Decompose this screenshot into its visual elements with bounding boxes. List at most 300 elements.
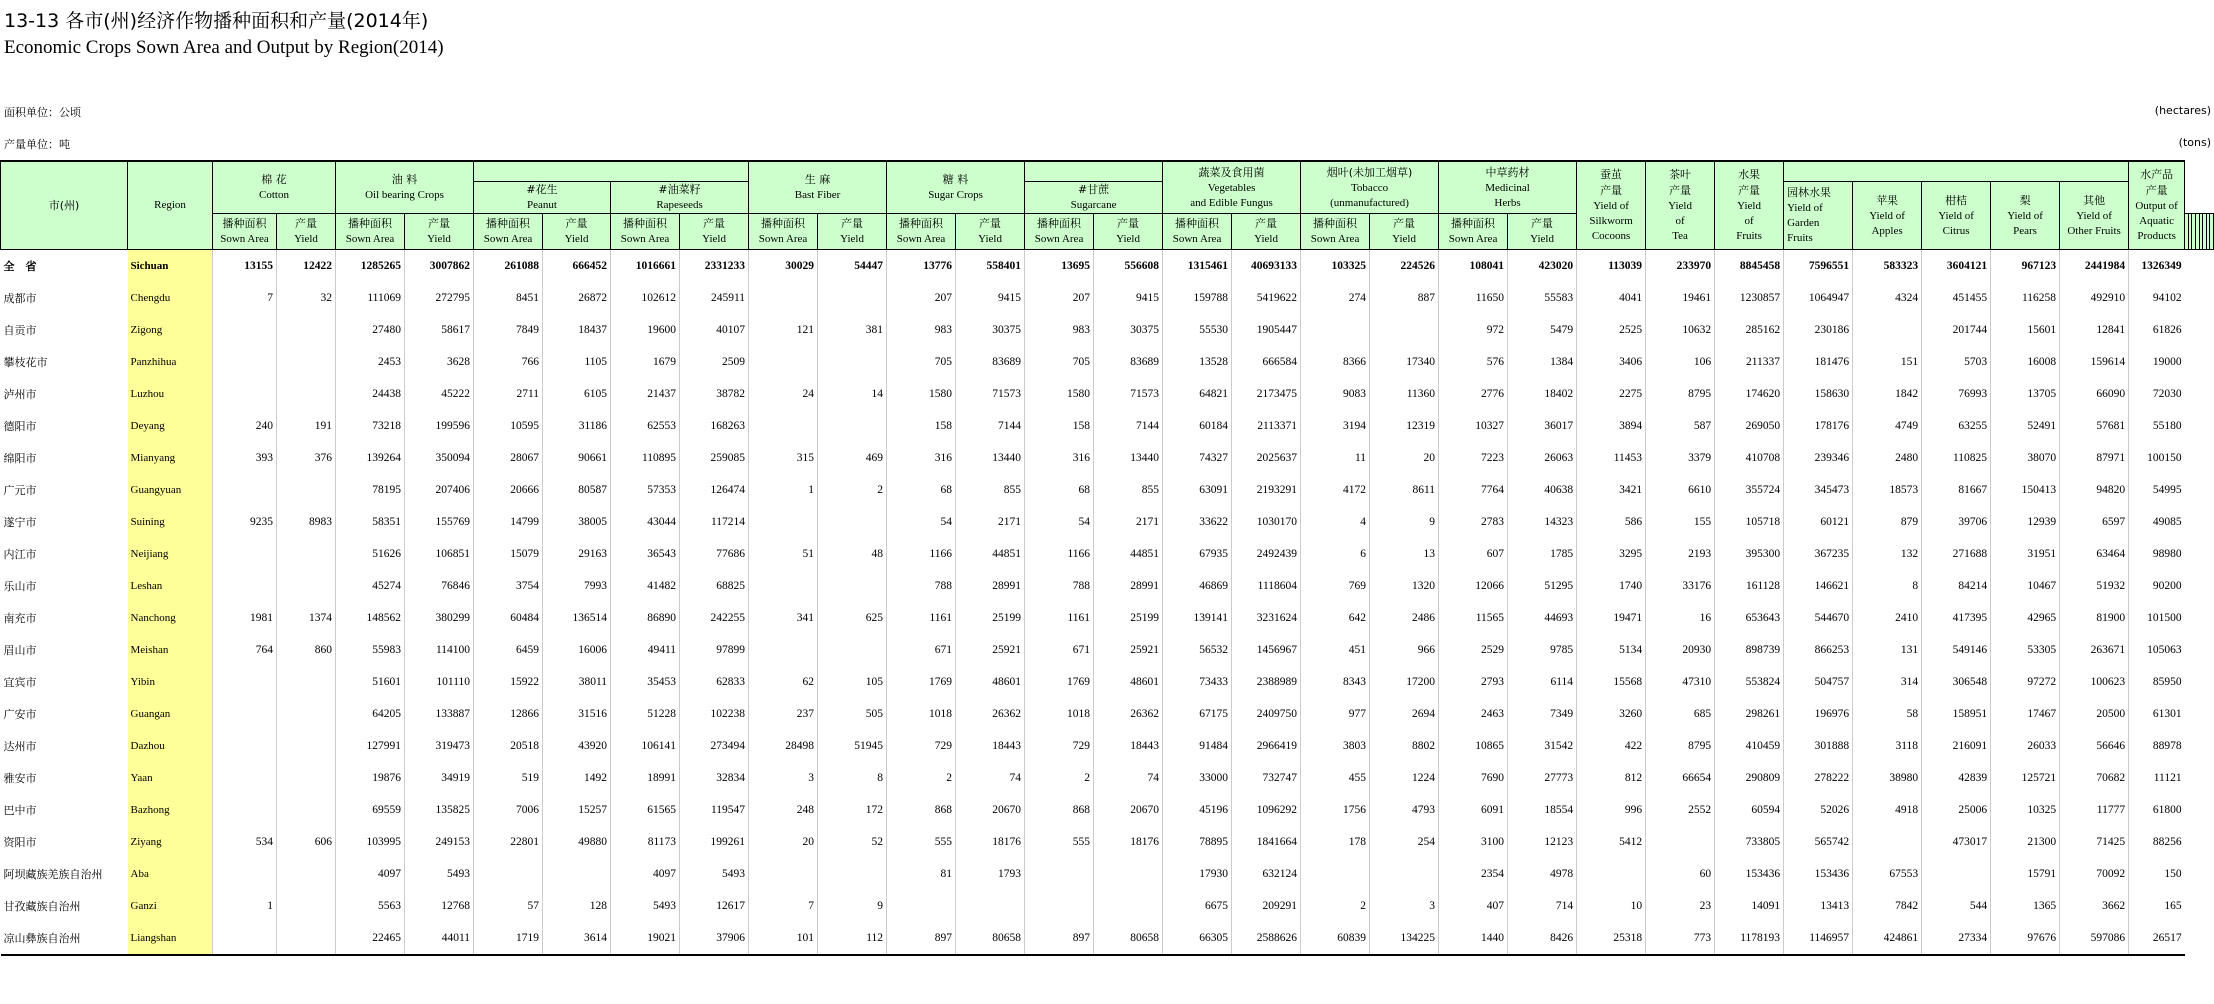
value-cell: 40693133 <box>1232 250 1301 283</box>
value-cell: 68825 <box>680 570 749 602</box>
value-cell: 37906 <box>680 922 749 955</box>
city-name-cell: 甘孜藏族自治州 <box>3 900 81 913</box>
value-cell: 51945 <box>818 730 887 762</box>
value-cell: 3628 <box>405 346 474 378</box>
value-cell: 19461 <box>1646 282 1715 314</box>
value-cell: 100150 <box>2129 442 2185 474</box>
city-name-cell: 达州市 <box>3 740 37 753</box>
value-cell: 2525 <box>1577 314 1646 346</box>
value-cell <box>213 346 277 378</box>
value-cell: 2 <box>1025 762 1094 794</box>
value-cell: 1905447 <box>1232 314 1301 346</box>
subheader-sown-area: 播种面积 Sown Area <box>1025 214 1094 250</box>
value-cell: 8366 <box>1301 346 1370 378</box>
value-cell: 20670 <box>1094 794 1163 826</box>
table-row <box>1 890 2214 922</box>
value-cell: 249153 <box>405 826 474 858</box>
value-cell: 395300 <box>1715 538 1784 570</box>
value-cell: 1166 <box>1025 538 1094 570</box>
value-cell: 2529 <box>1439 634 1508 666</box>
value-cell: 60 <box>1646 858 1715 890</box>
value-cell: 259085 <box>680 442 749 474</box>
value-cell: 451455 <box>1922 282 1991 314</box>
value-cell: 7764 <box>1439 474 1508 506</box>
value-cell: 788 <box>887 570 956 602</box>
value-cell: 868 <box>1025 794 1094 826</box>
region-name-cell: Yibin <box>128 666 213 698</box>
value-cell: 41482 <box>611 570 680 602</box>
subheader-sown-area <box>2199 214 2203 250</box>
value-cell: 13705 <box>1991 378 2060 410</box>
value-cell: 105718 <box>1715 506 1784 538</box>
value-cell: 80587 <box>543 474 611 506</box>
value-cell: 161128 <box>1715 570 1784 602</box>
value-cell: 18573 <box>1853 474 1922 506</box>
value-cell: 207 <box>1025 282 1094 314</box>
value-cell <box>474 858 543 890</box>
value-cell: 36543 <box>611 538 680 570</box>
value-cell: 64205 <box>336 698 405 730</box>
value-cell: 11121 <box>2129 762 2185 794</box>
value-cell: 42839 <box>1922 762 1991 794</box>
value-cell: 315 <box>749 442 818 474</box>
value-cell: 1793 <box>956 858 1025 890</box>
value-cell: 6610 <box>1646 474 1715 506</box>
value-cell: 8 <box>1853 570 1922 602</box>
table-row <box>1 474 2214 506</box>
value-cell: 209291 <box>1232 890 1301 922</box>
value-cell: 972 <box>1439 314 1508 346</box>
value-cell: 8983 <box>277 506 336 538</box>
value-cell: 62 <box>749 666 818 698</box>
value-cell: 25006 <box>1922 794 1991 826</box>
value-cell: 63255 <box>1922 410 1991 442</box>
city-name-cell: 遂宁市 <box>3 516 37 529</box>
city-name-cell: 乐山市 <box>3 580 37 593</box>
value-cell: 56646 <box>2060 730 2129 762</box>
value-cell: 3754 <box>474 570 543 602</box>
value-cell: 1230857 <box>1715 282 1784 314</box>
value-cell: 83689 <box>1094 346 1163 378</box>
value-cell: 207406 <box>405 474 474 506</box>
value-cell: 242255 <box>680 602 749 634</box>
value-cell: 62833 <box>680 666 749 698</box>
value-cell: 2025637 <box>1232 442 1301 474</box>
city-name-cell: 凉山彝族自治州 <box>1 922 128 955</box>
value-cell: 136514 <box>543 602 611 634</box>
value-cell: 237 <box>749 698 818 730</box>
value-cell: 376 <box>277 442 336 474</box>
value-cell: 3 <box>1370 890 1439 922</box>
value-cell: 35453 <box>611 666 680 698</box>
city-name-cell: 绵阳市 <box>3 452 37 465</box>
city-name-cell: 广元市 <box>3 484 37 497</box>
value-cell: 239346 <box>1784 442 1853 474</box>
value-cell <box>277 570 336 602</box>
value-cell: 4749 <box>1853 410 1922 442</box>
value-cell: 22465 <box>336 922 405 955</box>
value-cell: 172 <box>818 794 887 826</box>
value-cell: 1016661 <box>611 250 680 283</box>
value-cell: 78895 <box>1163 826 1232 858</box>
city-name-cell: 资阳市 <box>3 836 37 849</box>
value-cell: 11777 <box>2060 794 2129 826</box>
value-cell: 248 <box>749 794 818 826</box>
value-cell <box>277 794 336 826</box>
city-name-cell: 阿坝藏族羌族自治州 <box>3 868 103 881</box>
value-cell: 553824 <box>1715 666 1784 698</box>
value-cell: 31542 <box>1508 730 1577 762</box>
value-cell <box>213 794 277 826</box>
value-cell: 16 <box>1646 602 1715 634</box>
value-cell <box>1646 826 1715 858</box>
value-cell <box>1301 314 1370 346</box>
value-cell: 103325 <box>1301 250 1370 283</box>
table-row <box>1 730 2214 762</box>
value-cell: 15791 <box>1991 858 2060 890</box>
value-cell: 1178193 <box>1715 922 1784 955</box>
table-row <box>1 282 2214 314</box>
value-cell: 101 <box>749 922 818 955</box>
value-cell: 30375 <box>956 314 1025 346</box>
header-tobacco: 烟叶(未加工烟草) Tobacco (unmanufactured) <box>1301 161 1439 214</box>
value-cell: 67553 <box>1853 858 1922 890</box>
value-cell: 76846 <box>405 570 474 602</box>
value-cell: 1285265 <box>336 250 405 283</box>
value-cell: 18176 <box>1094 826 1163 858</box>
header-silkworm: 蚕茧 产量 Yield of Silkworm Cocoons <box>1577 161 1646 250</box>
value-cell: 254 <box>1370 826 1439 858</box>
subheader-yield: 产量 Yield <box>1508 214 1577 250</box>
value-cell <box>1094 858 1163 890</box>
city-name-cell: 宜宾市 <box>3 676 37 689</box>
value-cell: 2793 <box>1439 666 1508 698</box>
value-cell: 1456967 <box>1232 634 1301 666</box>
value-cell: 2354 <box>1439 858 1508 890</box>
city-name-cell: 德阳市 <box>3 420 37 433</box>
value-cell: 114100 <box>405 634 474 666</box>
crops-table <box>0 160 2214 956</box>
value-cell: 49085 <box>2129 506 2185 538</box>
value-cell: 24438 <box>336 378 405 410</box>
value-cell <box>277 858 336 890</box>
value-cell: 39706 <box>1922 506 1991 538</box>
value-cell: 3231624 <box>1232 602 1301 634</box>
value-cell: 285162 <box>1715 314 1784 346</box>
value-cell: 556608 <box>1094 250 1163 283</box>
region-name-cell: Aba <box>128 858 213 890</box>
value-cell: 705 <box>1025 346 1094 378</box>
value-cell: 1374 <box>277 602 336 634</box>
value-cell: 19021 <box>611 922 680 955</box>
value-cell: 55530 <box>1163 314 1232 346</box>
subheader-yield: 产量 Yield <box>405 214 474 250</box>
value-cell: 25921 <box>956 634 1025 666</box>
value-cell: 60839 <box>1301 922 1370 955</box>
value-cell: 81 <box>887 858 956 890</box>
value-cell: 10467 <box>1991 570 2060 602</box>
value-cell: 181476 <box>1784 346 1853 378</box>
value-cell <box>749 410 818 442</box>
value-cell: 12768 <box>405 890 474 922</box>
value-cell: 2492439 <box>1232 538 1301 570</box>
value-cell: 51601 <box>336 666 405 698</box>
header-fruits: 水果 产量 Yield of Fruits <box>1715 161 1784 250</box>
value-cell <box>213 570 277 602</box>
header-apples: 苹果 Yield of Apples <box>1853 182 1922 250</box>
value-cell <box>213 538 277 570</box>
value-cell: 2776 <box>1439 378 1508 410</box>
value-cell: 14091 <box>1715 890 1784 922</box>
header-other-fruits: 其他 Yield of Other Fruits <box>2060 182 2129 250</box>
header-aquatic: 水产品 产量 Output of Aquatic Products <box>2129 161 2185 250</box>
subheader-sown-area <box>2192 214 2196 250</box>
value-cell: 5419622 <box>1232 282 1301 314</box>
value-cell: 26362 <box>956 698 1025 730</box>
subheader-sown-area: 播种面积 Sown Area <box>1301 214 1370 250</box>
value-cell: 81173 <box>611 826 680 858</box>
value-cell: 135825 <box>405 794 474 826</box>
value-cell: 866253 <box>1784 634 1853 666</box>
value-cell: 8845458 <box>1715 250 1784 283</box>
subheader-yield <box>2195 214 2199 250</box>
value-cell: 5493 <box>405 858 474 890</box>
value-cell: 1030170 <box>1232 506 1301 538</box>
value-cell: 887 <box>1370 282 1439 314</box>
value-cell: 168263 <box>680 410 749 442</box>
value-cell: 7849 <box>474 314 543 346</box>
value-cell: 54 <box>1025 506 1094 538</box>
subheader-sown-area: 播种面积 Sown Area <box>749 214 818 250</box>
city-name-cell: 广安市 <box>3 708 37 721</box>
value-cell: 3406 <box>1577 346 1646 378</box>
value-cell: 12123 <box>1508 826 1577 858</box>
value-cell: 8426 <box>1508 922 1577 955</box>
value-cell: 67935 <box>1163 538 1232 570</box>
value-cell: 13528 <box>1163 346 1232 378</box>
value-cell: 28067 <box>474 442 543 474</box>
value-cell: 33000 <box>1163 762 1232 794</box>
output-unit-label: 产量单位：吨 <box>4 138 70 151</box>
value-cell: 504757 <box>1784 666 1853 698</box>
value-cell: 10 <box>1577 890 1646 922</box>
value-cell: 1842 <box>1853 378 1922 410</box>
value-cell: 10632 <box>1646 314 1715 346</box>
value-cell <box>277 378 336 410</box>
city-name-cell: 攀枝花市 <box>3 356 48 369</box>
value-cell: 729 <box>887 730 956 762</box>
value-cell: 8795 <box>1646 378 1715 410</box>
value-cell: 2331233 <box>680 250 749 283</box>
value-cell: 9 <box>818 890 887 922</box>
value-cell: 196976 <box>1784 698 1853 730</box>
value-cell: 57353 <box>611 474 680 506</box>
header-vegetables: 蔬菜及食用菌 Vegetables and Edible Fungus <box>1163 161 1301 214</box>
city-name-cell: 雅安市 <box>3 772 37 785</box>
value-cell: 150 <box>2129 858 2185 890</box>
value-cell: 40638 <box>1508 474 1577 506</box>
value-cell: 263671 <box>2060 634 2129 666</box>
value-cell: 27334 <box>1922 922 1991 955</box>
value-cell: 44693 <box>1508 602 1577 634</box>
header-bast: 生 麻 Bast Fiber <box>749 161 887 214</box>
value-cell: 230186 <box>1784 314 1853 346</box>
subheader-sown-area <box>2206 214 2210 250</box>
value-cell: 71573 <box>1094 378 1163 410</box>
value-cell <box>213 314 277 346</box>
value-cell: 2 <box>1301 890 1370 922</box>
value-cell: 20500 <box>2060 698 2129 730</box>
value-cell <box>818 634 887 666</box>
value-cell: 48601 <box>956 666 1025 698</box>
value-cell: 2453 <box>336 346 405 378</box>
value-cell: 20518 <box>474 730 543 762</box>
value-cell: 492910 <box>2060 282 2129 314</box>
value-cell: 88256 <box>2129 826 2185 858</box>
value-cell: 86890 <box>611 602 680 634</box>
value-cell: 26517 <box>2129 922 2185 955</box>
table-row <box>1 698 2214 730</box>
value-cell: 1580 <box>1025 378 1094 410</box>
value-cell: 61565 <box>611 794 680 826</box>
table-row <box>1 762 2214 794</box>
value-cell: 12841 <box>2060 314 2129 346</box>
header-rapeseeds: #油菜籽 Rapeseeds <box>611 182 749 214</box>
value-cell: 729 <box>1025 730 1094 762</box>
value-cell <box>749 346 818 378</box>
value-cell: 21437 <box>611 378 680 410</box>
value-cell: 8611 <box>1370 474 1439 506</box>
value-cell: 151 <box>1853 346 1922 378</box>
value-cell: 10327 <box>1439 410 1508 442</box>
value-cell: 34919 <box>405 762 474 794</box>
value-cell: 73433 <box>1163 666 1232 698</box>
value-cell: 81900 <box>2060 602 2129 634</box>
value-cell: 153436 <box>1784 858 1853 890</box>
value-cell: 178 <box>1301 826 1370 858</box>
subheader-yield: 产量 Yield <box>1232 214 1301 250</box>
value-cell: 6 <box>1301 538 1370 570</box>
value-cell: 158630 <box>1784 378 1853 410</box>
region-name-cell: Deyang <box>128 410 213 442</box>
value-cell <box>818 858 887 890</box>
value-cell: 97272 <box>1991 666 2060 698</box>
value-cell: 410459 <box>1715 730 1784 762</box>
value-cell: 139264 <box>336 442 405 474</box>
value-cell: 6675 <box>1163 890 1232 922</box>
value-cell: 2711 <box>474 378 543 410</box>
value-cell: 98980 <box>2129 538 2185 570</box>
value-cell: 19471 <box>1577 602 1646 634</box>
value-cell: 7144 <box>1094 410 1163 442</box>
value-cell: 60484 <box>474 602 543 634</box>
value-cell: 26362 <box>1094 698 1163 730</box>
value-cell: 30375 <box>1094 314 1163 346</box>
value-cell: 102238 <box>680 698 749 730</box>
value-cell: 15257 <box>543 794 611 826</box>
value-cell: 15922 <box>474 666 543 698</box>
value-cell: 2463 <box>1439 698 1508 730</box>
value-cell: 1 <box>213 890 277 922</box>
value-cell <box>1370 314 1439 346</box>
value-cell: 42965 <box>1991 602 2060 634</box>
value-cell: 66305 <box>1163 922 1232 955</box>
value-cell: 4793 <box>1370 794 1439 826</box>
value-cell: 77686 <box>680 538 749 570</box>
value-cell: 117214 <box>680 506 749 538</box>
value-cell: 18443 <box>956 730 1025 762</box>
table-row <box>1 538 2214 570</box>
value-cell: 473017 <box>1922 826 1991 858</box>
value-cell: 2 <box>887 762 956 794</box>
city-name-cell: 内江市 <box>3 548 37 561</box>
value-cell: 2193291 <box>1232 474 1301 506</box>
value-cell: 159614 <box>2060 346 2129 378</box>
value-cell: 21300 <box>1991 826 2060 858</box>
value-cell: 2486 <box>1370 602 1439 634</box>
value-cell: 17467 <box>1991 698 2060 730</box>
value-cell: 70682 <box>2060 762 2129 794</box>
value-cell: 3803 <box>1301 730 1370 762</box>
value-cell: 1096292 <box>1232 794 1301 826</box>
value-cell: 555 <box>1025 826 1094 858</box>
value-cell: 1841664 <box>1232 826 1301 858</box>
value-cell: 139141 <box>1163 602 1232 634</box>
value-cell: 1224 <box>1370 762 1439 794</box>
value-cell: 855 <box>1094 474 1163 506</box>
value-cell: 133887 <box>405 698 474 730</box>
value-cell <box>213 698 277 730</box>
value-cell: 1161 <box>887 602 956 634</box>
value-cell: 1740 <box>1577 570 1646 602</box>
value-cell: 101110 <box>405 666 474 698</box>
value-cell: 13776 <box>887 250 956 283</box>
value-cell: 534 <box>213 826 277 858</box>
value-cell: 13 <box>1370 538 1439 570</box>
value-cell: 1981 <box>213 602 277 634</box>
region-name-cell: Luzhou <box>128 378 213 410</box>
value-cell: 5493 <box>680 858 749 890</box>
value-cell: 11453 <box>1577 442 1646 474</box>
value-cell: 355724 <box>1715 474 1784 506</box>
header-region: Region <box>128 161 213 250</box>
value-cell: 272795 <box>405 282 474 314</box>
value-cell: 83689 <box>956 346 1025 378</box>
value-cell: 2552 <box>1646 794 1715 826</box>
value-cell: 1440 <box>1439 922 1508 955</box>
value-cell: 40107 <box>680 314 749 346</box>
city-name-cell: 成都市 <box>3 292 37 305</box>
value-cell: 607 <box>1439 538 1508 570</box>
value-cell: 19600 <box>611 314 680 346</box>
value-cell: 7 <box>749 890 818 922</box>
region-name-cell: Ganzi <box>128 890 213 922</box>
value-cell: 345473 <box>1784 474 1853 506</box>
subheader-sown-area: 播种面积 Sown Area <box>887 214 956 250</box>
value-cell: 290809 <box>1715 762 1784 794</box>
value-cell: 5563 <box>336 890 405 922</box>
value-cell: 7006 <box>474 794 543 826</box>
value-cell: 350094 <box>405 442 474 474</box>
value-cell: 3614 <box>543 922 611 955</box>
header-herbs: 中草药材 Medicinal Herbs <box>1439 161 1577 214</box>
value-cell <box>277 346 336 378</box>
value-cell: 341 <box>749 602 818 634</box>
value-cell: 1161 <box>1025 602 1094 634</box>
value-cell: 31516 <box>543 698 611 730</box>
value-cell <box>213 730 277 762</box>
value-cell: 13413 <box>1784 890 1853 922</box>
